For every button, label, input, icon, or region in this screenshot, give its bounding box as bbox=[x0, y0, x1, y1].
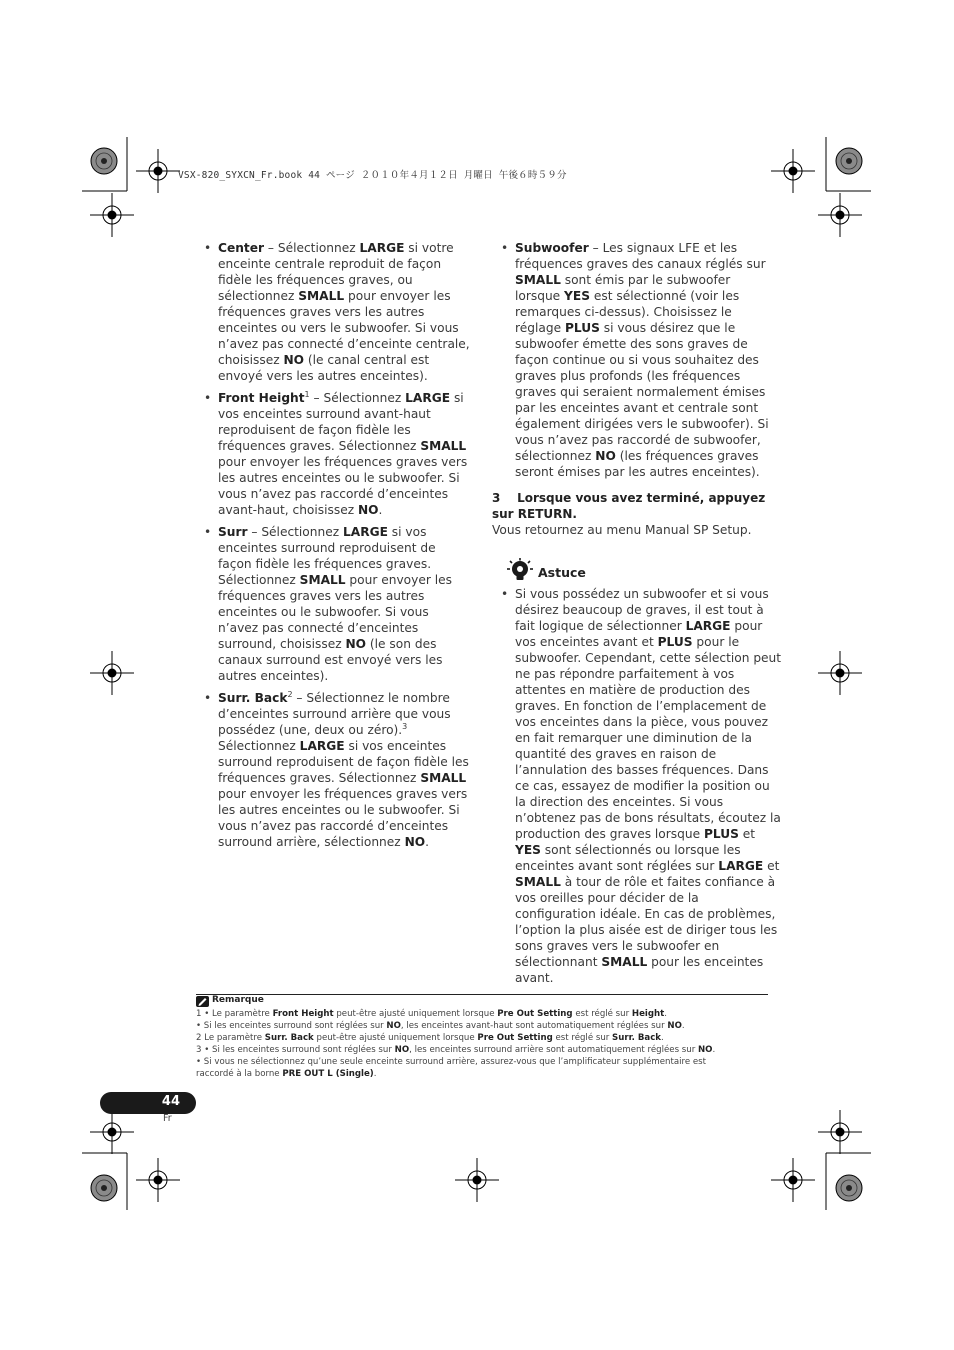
text: si vos enceintes surround reproduisent de façon fidèle les fréquences graves. Sélectionnez bbox=[218, 739, 469, 785]
option-plus: PLUS bbox=[657, 635, 693, 649]
option-yes: YES bbox=[515, 843, 541, 857]
text: – Les signaux LFE et les fréquences graves des canaux réglés sur bbox=[515, 241, 766, 271]
text: . bbox=[712, 1045, 716, 1055]
option-no: NO bbox=[404, 835, 426, 849]
footnote-3a bbox=[196, 1044, 768, 1056]
text: , les enceintes surround arrière sont automatiquement réglées sur bbox=[409, 1045, 698, 1055]
bold-term: Pre Out Setting bbox=[477, 1033, 553, 1043]
option-large: LARGE bbox=[359, 241, 405, 255]
bold-term: Surr. Back bbox=[264, 1033, 314, 1043]
bold-term: NO bbox=[386, 1021, 401, 1031]
term-front-height: Front Height bbox=[218, 391, 305, 405]
footnote-3b bbox=[196, 1056, 768, 1068]
option-small: SMALL bbox=[601, 955, 648, 969]
text: est réglé sur bbox=[552, 1033, 613, 1043]
step-3 bbox=[492, 490, 772, 538]
text: si vos enceintes surround avant-haut reproduisent de façon fidèle les fréquences graves. Sélectionnez bbox=[218, 391, 464, 453]
footnote-3c bbox=[196, 1068, 768, 1080]
text: pour vos enceintes avant et bbox=[515, 619, 763, 649]
option-no: NO bbox=[357, 503, 379, 517]
notes-heading: Remarque bbox=[212, 995, 264, 1005]
option-large: LARGE bbox=[718, 859, 764, 873]
list-item-surr-back bbox=[204, 690, 472, 850]
text: pour envoyer les fréquences graves vers les autres enceintes ou le subwoofer. Si vous n’avez pas raccordé d’enceintes avant-haut, choisissez bbox=[218, 455, 468, 517]
text: – Sélectionnez bbox=[247, 525, 343, 539]
tip-item bbox=[501, 586, 783, 986]
footnote-2 bbox=[196, 1032, 768, 1044]
text: sont sélectionnés ou lorsque les enceintes avant sont réglées sur bbox=[515, 843, 741, 873]
option-small: SMALL bbox=[420, 439, 467, 453]
text: • Si vous ne sélectionnez qu’une seule enceinte surround arrière, assurez-vous que l’amplificateur supplémentaire est bbox=[196, 1057, 707, 1067]
astuce-heading: Astuce bbox=[538, 565, 586, 580]
notes-divider bbox=[196, 994, 768, 995]
step-heading bbox=[492, 490, 772, 522]
step-body: Vous retournez au menu Manual SP Setup. bbox=[492, 523, 752, 537]
text: raccordé à la borne bbox=[196, 1069, 283, 1079]
option-small: SMALL bbox=[298, 289, 345, 303]
option-no: NO bbox=[283, 353, 305, 367]
text: (le son des canaux surround est envoyé vers les autres enceintes). bbox=[218, 637, 443, 683]
text: . bbox=[425, 835, 429, 849]
text: si votre enceinte centrale reproduit de façon fidèle les fréquences graves, ou sélectionnez bbox=[218, 241, 454, 303]
bullet-icon: • bbox=[204, 691, 212, 705]
text: et bbox=[738, 827, 756, 841]
text: 2 Le paramètre bbox=[196, 1033, 265, 1043]
option-yes: YES bbox=[564, 289, 590, 303]
text: . bbox=[664, 1009, 667, 1019]
option-small: SMALL bbox=[299, 573, 346, 587]
step-heading-text: Lorsque vous avez terminé, appuyez sur RETURN. bbox=[492, 491, 766, 521]
text: – Sélectionnez bbox=[264, 241, 360, 255]
bold-term: Front Height bbox=[272, 1009, 334, 1019]
page-number: 44 bbox=[161, 1094, 180, 1109]
bold-term: NO bbox=[697, 1045, 713, 1055]
option-no: NO bbox=[595, 449, 616, 463]
bold-term: NO bbox=[394, 1045, 410, 1055]
text: pour envoyer les fréquences graves vers les autres enceintes ou le subwoofer. Si vous n’avez pas connecté d’enceintes surround, choisissez bbox=[218, 573, 452, 651]
right-column bbox=[501, 240, 769, 486]
file-header: VSX-820_SYXCN_Fr.book 44 ページ ２０１０年４月１２日 月曜日 午後６時５９分 bbox=[178, 170, 567, 181]
list-item-surr bbox=[204, 524, 472, 684]
bullet-icon: • bbox=[501, 587, 509, 601]
left-column bbox=[204, 240, 472, 856]
term-subwoofer: Subwoofer bbox=[515, 241, 589, 255]
text: si vous désirez que le subwoofer émette des sons graves de façon continue ou si vous souhaitez des graves plus profonds (les fréquences graves qui seraient normalement émises par les enceintes avant et centrale sont également dirigées vers le subwoofer). Si vous n’avez pas raccordé de subwoofer, sélectionnez bbox=[515, 321, 769, 463]
text: est réglé sur bbox=[572, 1009, 632, 1019]
text: peut-être ajusté uniquement lorsque bbox=[313, 1033, 478, 1043]
text: si vos enceintes surround reproduisent de façon fidèle les fréquences graves. Sélectionnez bbox=[218, 525, 436, 587]
option-large: LARGE bbox=[405, 391, 451, 405]
option-small: SMALL bbox=[515, 273, 561, 287]
text: à tour de rôle et faites confiance à vos oreilles pour décider de la configuration idéale. En cas de problèmes, l’option la plus aisée est de diriger tous les sons graves vers le subwoofer en sélectionnant bbox=[515, 875, 778, 969]
list-item-front-height bbox=[204, 390, 472, 518]
option-no: NO bbox=[345, 637, 367, 651]
text: 3 • Si les enceintes surround sont réglées sur bbox=[196, 1045, 395, 1055]
text: 1 • Le paramètre bbox=[196, 1009, 273, 1019]
option-large: LARGE bbox=[685, 619, 731, 633]
term-center: Center bbox=[218, 241, 264, 255]
text: – Sélectionnez le nombre d’enceintes surround arrière que vous possédez (une, deux ou zéro). bbox=[218, 691, 451, 737]
text: pour envoyer les fréquences graves vers les autres enceintes ou vers le subwoofer. Si vous n’avez pas connecté d’enceinte centrale, choisissez bbox=[218, 289, 470, 367]
text: Si vous possédez un subwoofer et si vous désirez beaucoup de graves, il est tout à fait logique de sélectionner bbox=[515, 587, 769, 633]
bold-term: Pre Out Setting bbox=[497, 1009, 573, 1019]
text: est sélectionné (voir les remarques ci-dessus). Choisissez le réglage bbox=[515, 289, 740, 335]
text: • Si les enceintes surround sont réglées sur bbox=[196, 1021, 387, 1031]
note-pencil-icon bbox=[196, 996, 209, 1007]
bullet-icon: • bbox=[204, 391, 212, 405]
bold-term: Height bbox=[631, 1009, 665, 1019]
footnote-1a bbox=[196, 1008, 768, 1020]
lightbulb-icon bbox=[507, 558, 537, 584]
footnote-ref: 1 bbox=[304, 389, 310, 399]
text: pour envoyer les fréquences graves vers les autres enceintes ou le subwoofer. Si vous n’avez pas raccordé d’enceintes surround arrière, sélectionnez bbox=[218, 787, 468, 849]
list-item-subwoofer bbox=[501, 240, 769, 480]
text: – Sélectionnez bbox=[309, 391, 406, 405]
option-small: SMALL bbox=[515, 875, 561, 889]
text: , les enceintes avant-haut sont automatiquement réglées sur bbox=[400, 1021, 668, 1031]
step-number: 3 bbox=[492, 491, 501, 505]
text: et bbox=[763, 859, 780, 873]
bullet-icon: • bbox=[204, 525, 212, 539]
text: peut-être ajusté uniquement lorsque bbox=[333, 1009, 498, 1019]
text: sont émis par le subwoofer lorsque bbox=[515, 273, 731, 303]
text: . bbox=[661, 1033, 664, 1043]
text: . bbox=[681, 1021, 685, 1031]
text: Sélectionnez bbox=[218, 739, 300, 753]
option-plus: PLUS bbox=[703, 827, 739, 841]
text: . bbox=[378, 503, 383, 517]
option-small: SMALL bbox=[420, 771, 467, 785]
bullet-icon: • bbox=[204, 241, 212, 255]
footnote-ref: 3 bbox=[402, 721, 408, 731]
text: pour le subwoofer. Cependant, cette sélection peut ne pas répondre parfaitement à vos attentes en matière de production des graves. En fonction de l’emplacement de vos enceintes dans la pièce, vous pouvez en fait remarquer une diminution de la quantité des graves en raison de l’annulation des basses fréquences. Dans ce cas, essayez de modifier la position ou la direction des enceintes. Si vous n’obtenez pas de bons résultats, écoutez la production des graves lorsque bbox=[515, 635, 782, 841]
bold-term: PRE OUT L (Single) bbox=[282, 1069, 374, 1079]
text: . bbox=[373, 1069, 377, 1079]
bold-term: Surr. Back bbox=[612, 1033, 662, 1043]
bullet-icon: • bbox=[501, 241, 509, 255]
language-code: Fr bbox=[163, 1113, 172, 1124]
option-plus: PLUS bbox=[564, 321, 600, 335]
list-item-center bbox=[204, 240, 472, 384]
footnotes bbox=[196, 1008, 768, 1080]
text: pour les enceintes avant. bbox=[515, 955, 764, 985]
text: (le canal central est envoyé vers les autres enceintes). bbox=[218, 353, 430, 383]
text: (les fréquences graves seront émises par les autres enceintes). bbox=[515, 449, 760, 479]
footnote-ref: 2 bbox=[287, 689, 293, 699]
term-surr: Surr bbox=[218, 525, 248, 539]
option-large: LARGE bbox=[343, 525, 388, 539]
footnote-1b bbox=[196, 1020, 768, 1032]
bold-term: NO bbox=[667, 1021, 682, 1031]
term-surr-back: Surr. Back bbox=[218, 691, 288, 705]
option-large: LARGE bbox=[299, 739, 345, 753]
